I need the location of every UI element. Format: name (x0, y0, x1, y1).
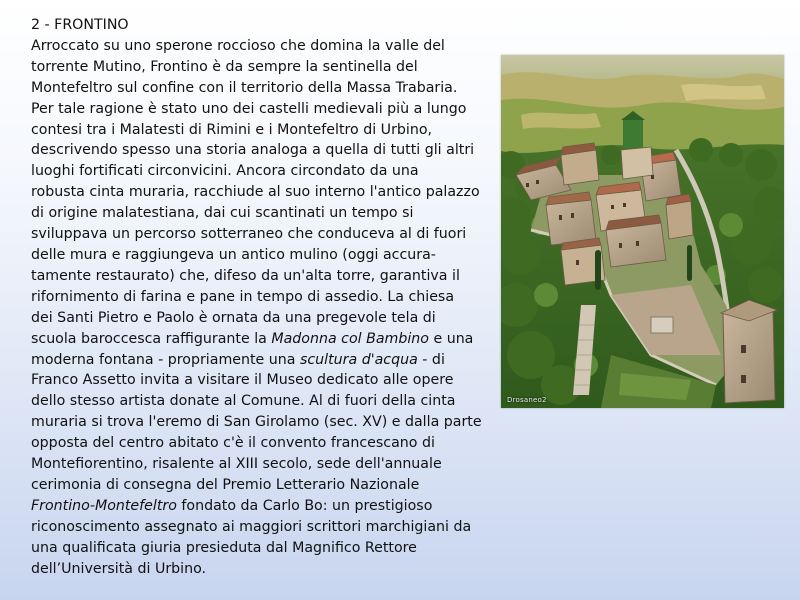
text-line: Franco Assetto invita a visitare il Museo dedicato alle opere (31, 372, 454, 389)
text-line: tamente restaurato) che, difeso da un'alta torre, garantiva il (31, 267, 460, 284)
text-line: Montefeltro sul confine con il territorio della Massa Trabaria. (31, 79, 458, 96)
text-line: una qualificata giuria presieduta dal Magnifico Rettore (31, 539, 417, 556)
text-segment: fondato da Carlo Bo: un prestigioso (176, 497, 433, 514)
frontino-aerial-photo (501, 55, 784, 408)
text-line: Arroccato su uno sperone roccioso che domina la valle del (31, 37, 445, 54)
text-line: dell’Università di Urbino. (31, 560, 207, 577)
text-line (31, 350, 491, 371)
text-line: di origine malatestiana, dai cui scantinati un tempo si (31, 205, 414, 222)
text-line (31, 329, 491, 350)
text-line: sviluppava un percorso sotterraneo che conduceva al di fuori (31, 226, 467, 243)
slide-heading: 2 - FRONTINO (31, 17, 129, 33)
text-segment: - di (417, 351, 445, 368)
text-segment: e una (428, 330, 474, 347)
prize-name: Frontino-Montefeltro (31, 497, 177, 514)
text-line: torrente Mutino, Frontino è da sempre la sentinella del (31, 58, 418, 75)
text-segment: scuola baroccesca raffigurante la (31, 330, 272, 347)
text-line: dello stesso artista donate al Comune. Al di fuori della cinta (31, 393, 456, 410)
text-line: delle mura e raggiungeva un antico mulino (oggi accura- (31, 246, 436, 263)
text-segment: moderna fontana - propriamente una (31, 351, 300, 368)
painting-title: Madonna col Bambino (271, 330, 429, 347)
text-line: robusta cinta muraria, racchiude al suo interno l'antico palazzo (31, 184, 480, 201)
text-line: contesi tra i Malatesti di Rimini e i Montefeltro di Urbino, (31, 121, 433, 138)
village-illustration (501, 55, 784, 408)
text-line: muraria si trova l'eremo di San Girolamo (sec. XV) e dalla parte (31, 414, 482, 431)
sculpture-term: scultura d'acqua (299, 351, 418, 368)
text-line: riconoscimento assegnato ai maggiori scrittori marchigiani da (31, 518, 472, 535)
text-line: rifornimento di farina e pane in tempo di assedio. La chiesa (31, 288, 455, 305)
photo-watermark: Drosaneo2 (507, 396, 547, 404)
text-line: luoghi fortificati circonvicini. Ancora circondato da una (31, 163, 419, 180)
text-line: opposta del centro abitato c'è il convento francescano di (31, 435, 435, 452)
text-line: cerimonia di consegna del Premio Letterario Nazionale (31, 476, 420, 493)
text-line: Montefiorentino, risalente al XIII secolo, sede dell'annuale (31, 456, 442, 473)
slide-text-block (31, 15, 491, 579)
text-line: dei Santi Pietro e Paolo è ornata da una pregevole tela di (31, 309, 436, 326)
text-line: Per tale ragione è stato uno dei castelli medievali più a lungo (31, 100, 467, 117)
text-line (31, 496, 491, 517)
text-line: descrivendo spesso una storia analoga a quella di tutti gli altri (31, 142, 475, 159)
